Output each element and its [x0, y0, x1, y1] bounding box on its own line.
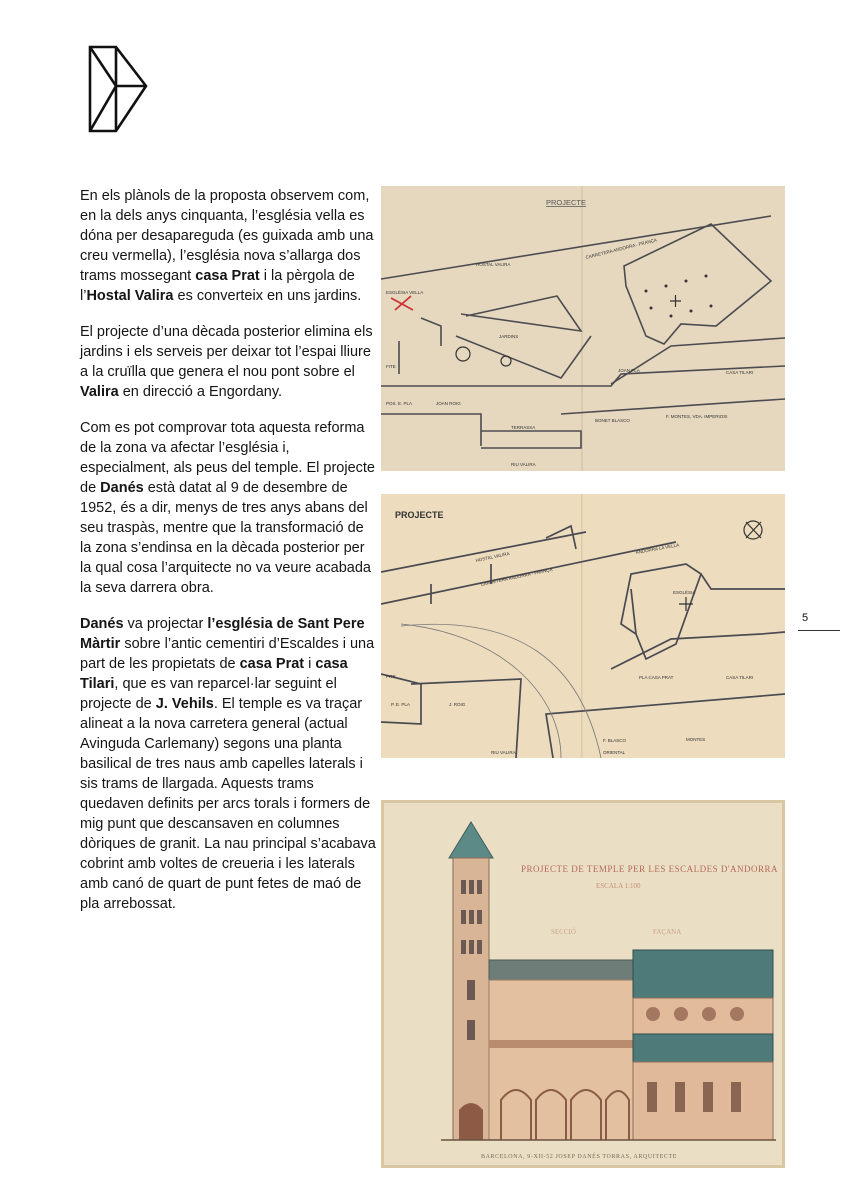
text-run: En els plànols de la proposta observem com, en la dels anys cinquanta, l’església vella es dóna per desapareguda (es guixada amb una creu vermella), l’església nova s’allarga dos trams mossegant [80, 188, 374, 284]
plan2-label-montes: MONTES [686, 737, 706, 742]
plan2-label-casa-prat: PLA CASA PRAT [639, 675, 674, 680]
plan-drawing-1 [381, 186, 785, 471]
plan2-label-tilari: CASA TILARI [726, 675, 754, 680]
church-elevation-drawing [381, 800, 785, 1168]
plan1-label-joan-roig: JOAN ROIG [436, 401, 461, 406]
paragraph [80, 418, 376, 598]
plan1-label-terrassa: TERRASSA [511, 425, 536, 430]
bold-text-run: l’església de Sant Pere Màrtir [80, 616, 365, 652]
plan2-label-carretera: CARRETERA ANDORRA - FRANÇA [480, 566, 553, 587]
plan1-label-jardins: JARDINS [499, 334, 519, 339]
plan2-label-riu: RIU VALIRA [491, 750, 516, 755]
bold-text-run: Danés [100, 480, 144, 496]
plan2-label-pla: P. E. PLA [391, 702, 410, 707]
plan2-label-hostal: HOSTAL VALIRA [475, 550, 510, 563]
page-number-rule [798, 630, 840, 631]
bold-text-run: casa Prat [239, 656, 305, 672]
bold-text-run: casa Prat [195, 268, 260, 284]
body-text [80, 186, 376, 930]
text-run: es converteix en uns jardins. [173, 288, 362, 304]
elevation-title: PROJECTE DE TEMPLE PER LES ESCALDES D'ANDORRA [521, 864, 778, 874]
plan1-label-vella: ESGLÉSIA VELLA [386, 290, 424, 295]
text-run: , que es van reparcel·lar seguint el projecte de [80, 676, 337, 712]
bold-text-run: J. Vehils [155, 696, 214, 712]
text-run: i la pèrgola de l’ [80, 268, 355, 304]
plan1-label-montes: F. MONTES, VDA. IMPERIOSI [666, 414, 728, 419]
text-run: i [304, 656, 316, 672]
text-run: Com es pot comprovar tota aquesta reforma de la zona va afectar l’església i, especialment, als peus del temple. El projecte de [80, 420, 375, 496]
text-run: El projecte d’una dècada posterior elimina els jardins i els serveis per deixar tot l’espai lliure a la cruïlla que genera el nou pont sobre el [80, 324, 373, 380]
plan1-label-ctra: CARRETERA ANDORRA - FRANÇA [585, 237, 658, 260]
plan1-label-pla: POS. E. PLA [386, 401, 413, 406]
elevation-scale: ESCALA 1:100 [596, 882, 641, 890]
plan1-label-tilari: CASA TILARI [726, 370, 754, 375]
paragraph [80, 614, 376, 914]
text-run: està datat al 9 de desembre de 1952, és a dir, menys de tres anys abans del seu traspàs, mentre que la transformació de la zona s’endinsa en la dècada posterior per la qual cosa l’arquitecte no va veure acabada la seva darrera obra. [80, 480, 371, 596]
text-run: va projectar [123, 616, 208, 632]
page-number: 5 [802, 612, 809, 624]
text-run: en direcció a Engordany. [118, 384, 283, 400]
text-run: . El temple es va traçar alineat a la nova carretera general (actual Avinguda Carlemany) segons una planta basilical de tres naus amb capelles laterals i sis trams de llargada. Aquests trams quedaven definits per arcs torals i formers de mig punt que descansaven en columnes dòriques de granit. La nau principal s’acabava cobrint amb voltes de creueria i les laterals amb canó de quart de punt fetes de maó de pla arrebossat. [80, 696, 376, 912]
text-run: sobre l’antic cementiri d’Escaldes i una part de les propietats de [80, 636, 375, 672]
plan2-label-joan-roig: J. ROIG [449, 702, 466, 707]
plan2-label-bonet: F. BLASCO [603, 738, 627, 743]
elevation-seccio: SECCIÓ [551, 928, 576, 936]
plan2-label-fite: FITE [386, 674, 396, 679]
plan1-title: PROJECTE [546, 198, 587, 207]
plan1-label-hostal: HOSTAL VALIRA [476, 262, 511, 267]
bold-text-run: Danés [80, 616, 124, 632]
plan1-label-fite: FITE [386, 364, 396, 369]
plan2-label-esglesia: ESGLÉSIA [673, 590, 696, 595]
plan2-label-vella: ANDORRA LA VELLA [635, 542, 680, 555]
paragraph [80, 186, 376, 306]
bold-text-run: casa Tilari [80, 656, 348, 692]
paragraph [80, 322, 376, 402]
bold-text-run: Valira [80, 384, 119, 400]
plan1-label-joan-pla: JOAN PLA [618, 368, 640, 373]
plan2-label-oriental: ORIENTAL [603, 750, 626, 755]
logo-icon [86, 44, 150, 134]
plan-drawing-2 [381, 494, 785, 758]
elevation-footer: BARCELONA, 9-XII-52 JOSEP DANÉS TORRAS, ARQUITECTE [481, 1154, 678, 1160]
plan2-title: PROJECTE [395, 510, 444, 520]
bold-text-run: Hostal Valira [86, 288, 174, 304]
plan1-label-riu: RIU VALIRA [511, 462, 536, 467]
elevation-facana: FAÇANA [653, 928, 682, 936]
plan1-label-bonet: BONET BLASCO [595, 418, 630, 423]
